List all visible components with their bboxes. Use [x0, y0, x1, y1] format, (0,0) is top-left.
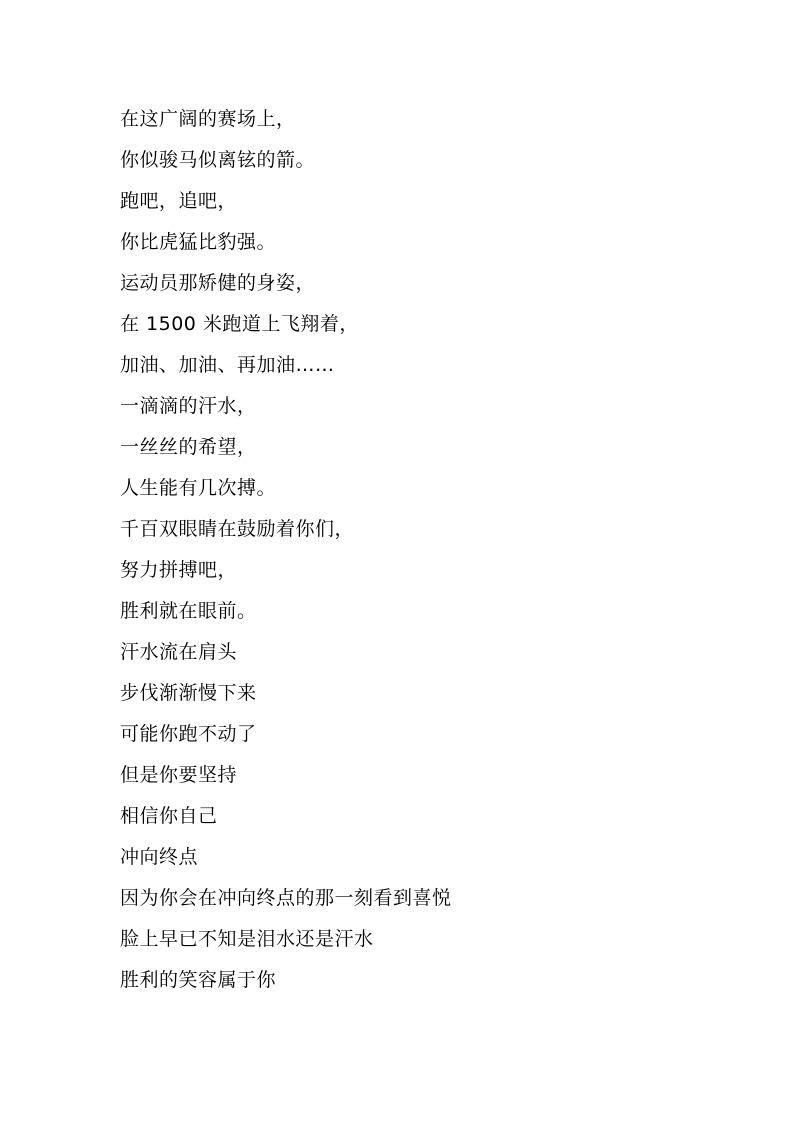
poem-line: 千百双眼睛在鼓励着你们， — [120, 518, 355, 540]
poem-line: 一滴滴的汗水， — [120, 395, 257, 417]
poem-line: 脸上早已不知是泪水还是汗水 — [120, 928, 374, 950]
poem-line: 你比虎猛比豹强。 — [120, 231, 277, 253]
poem-line: 胜利就在眼前。 — [120, 600, 257, 622]
poem-line: 跑吧，追吧， — [120, 190, 238, 212]
poem-line: 在这广阔的赛场上， — [120, 108, 296, 130]
poem-line: 加油、加油、再加油…… — [120, 354, 335, 376]
poem-line: 运动员那矫健的身姿， — [120, 272, 316, 294]
poem-line: 汗水流在肩头 — [120, 641, 238, 663]
poem-line: 但是你要坚持 — [120, 764, 238, 786]
poem-line: 冲向终点 — [120, 846, 199, 868]
poem-body — [120, 104, 720, 1006]
poem-line: 相信你自己 — [120, 805, 218, 827]
poem-line: 胜利的笑容属于你 — [120, 969, 277, 991]
poem-line: 可能你跑不动了 — [120, 723, 257, 745]
poem-line: 一丝丝的希望， — [120, 436, 257, 458]
poem-line: 人生能有几次搏。 — [120, 477, 277, 499]
poem-line: 因为你会在冲向终点的那一刻看到喜悦 — [120, 887, 452, 909]
poem-line: 努力拼搏吧， — [120, 559, 238, 581]
poem-line: 你似骏马似离铉的箭。 — [120, 149, 316, 171]
poem-line: 步伐渐渐慢下来 — [120, 682, 257, 704]
poem-line: 在 1500 米跑道上飞翔着， — [120, 313, 359, 335]
